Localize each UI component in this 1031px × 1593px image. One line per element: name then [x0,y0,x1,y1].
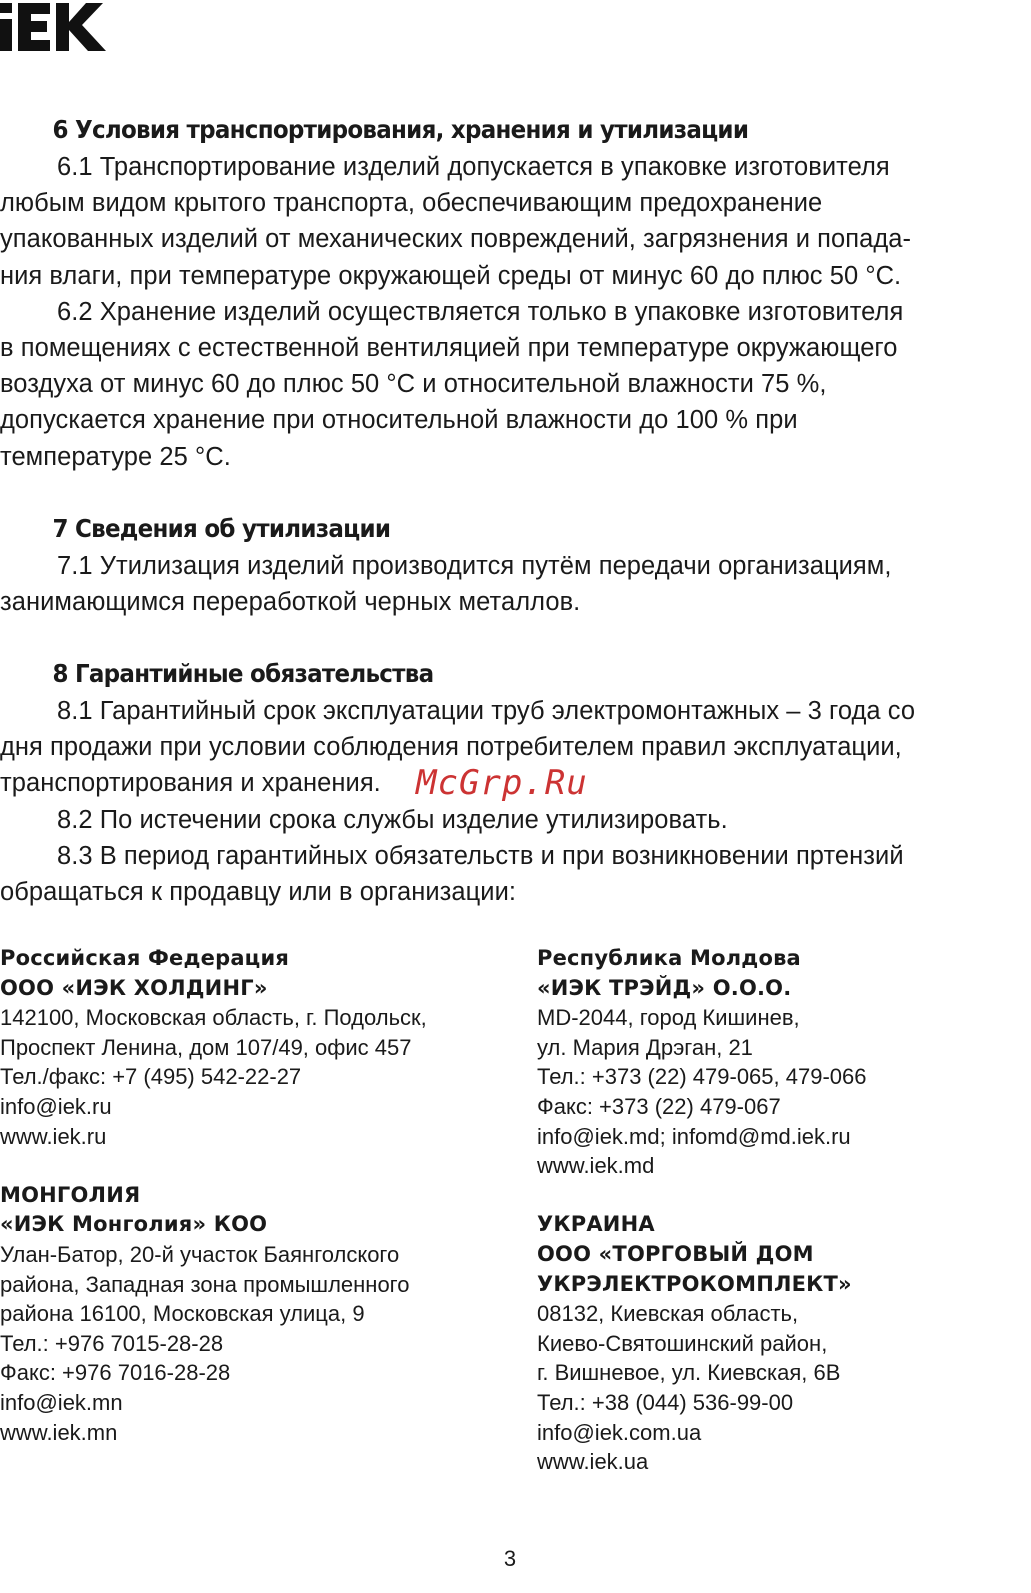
text-line: в помещениях с естественной вентиляцией при температуре окружающего [0,334,898,363]
contact-country: МОНГОЛИЯ [0,1182,141,1207]
paragraph-6-2 [0,294,1031,475]
contact-email-link[interactable]: info@iek.com.ua [537,1419,702,1445]
text-line: дня продажи при условии соблюдения потребителем правил эксплуатации, [0,733,902,762]
contacts-right-column [537,944,866,1477]
text-line: 7.1 Утилизация изделий производится путём передачи организациям, [57,552,892,580]
contact-phone: Тел.: +38 (044) 536-99-00 [537,1389,794,1415]
contact-phone: Тел.: +976 7015-28-28 [0,1330,224,1356]
contact-fax: Факс: +976 7016-28-28 [0,1360,231,1386]
contact-country: Российская Федерация [0,946,290,970]
watermark: McGrp.Ru [416,763,588,803]
contact-phone: Тел./факс: +7 (495) 542-22-27 [0,1064,302,1090]
contact-company: «ИЭК ТРЭЙД» О.О.О. [537,975,792,1000]
contact-phone: Тел.: +373 (22) 479-065, 479-066 [537,1064,867,1090]
contact-line: Киево-Святошинский район, [537,1330,828,1356]
contact-line: 142100, Московская область, г. Подольск, [0,1005,427,1031]
contact-company: ООО «ИЭК ХОЛДИНГ» [0,975,268,1000]
text-line: любым видом крытого транспорта, обеспечивающим предохранение [0,189,823,218]
contact-website-link[interactable]: www.iek.ru [0,1123,107,1149]
page-number: 3 [503,1546,517,1571]
contact-email-link[interactable]: info@iek.ru [0,1093,112,1119]
contact-fax: Факс: +373 (22) 479-067 [537,1093,781,1119]
text-line: воздуха от минус 60 до плюс 50 °С и относительной влажности 75 %, [0,370,827,399]
contact-country: УКРАИНА [537,1212,655,1237]
contact-website-link[interactable]: www.iek.ua [537,1449,649,1475]
contact-company: «ИЭК Монголия» КОО [0,1212,268,1237]
contact-company: УКРЭЛЕКТРОКОМПЛЕКТ» [537,1271,852,1296]
text-line: 8.1 Гарантийный срок эксплуатации труб электромонтажных – 3 года со [57,697,916,725]
text-line: 6.1 Транспортирование изделий допускается в упаковке изготовителя [57,153,890,181]
contact-line: ул. Мария Дрэган, 21 [537,1034,753,1060]
paragraph-7-1 [0,548,1031,620]
paragraph-8-2 [0,802,1031,838]
text-line: температуре 25 °С. [0,442,231,471]
contact-moldova [537,944,866,1181]
text-line: 8.3 В период гарантийных обязательств и при возникновении пртензий [57,841,904,870]
section-7 [0,510,1031,620]
contact-email-link[interactable]: info@iek.md; infomd@md.iek.ru [537,1123,851,1149]
text-line: допускается хранение при относительной влажности до 100 % при [0,406,798,435]
text-line: 6.2 Хранение изделий осуществляется только в упаковке изготовителя [57,297,904,326]
contact-line: Проспект Ленина, дом 107/49, офис 457 [0,1034,412,1060]
section-title: 8 Гарантийные обязательства [52,659,434,688]
contact-line: района, Западная зона промышленного [0,1271,410,1297]
contact-website-link[interactable]: www.iek.mn [0,1419,118,1445]
contact-mongolia [0,1181,427,1447]
contact-line: Улан-Батор, 20-й участок Баянголского [0,1241,400,1267]
text-line: занимающимся переработкой черных металлов. [0,588,581,617]
contact-website-link[interactable]: www.iek.md [537,1153,655,1179]
section-title: 6 Условия транспортирования, хранения и утилизации [52,115,749,144]
text-line: обращаться к продавцу или в организации: [0,878,517,907]
text-line: 8.2 По истечении срока службы изделие утилизировать. [57,805,728,834]
paragraph-8-3 [0,838,1031,910]
contact-line: MD-2044, город Кишинев, [537,1005,800,1031]
contact-email-link[interactable]: info@iek.mn [0,1389,123,1415]
text-line: ния влаги, при температуре окружающей среды от минус 60 до плюс 50 °С. [0,261,902,290]
paragraph-6-1 [0,149,1031,294]
contact-line: 08132, Киевская область, [537,1301,799,1327]
contact-ukraine [537,1210,866,1476]
contact-country: Республика Молдова [537,946,801,970]
contact-russia [0,944,427,1151]
text-line: упакованных изделий от механических повреждений, загрязнения и попада- [0,225,912,254]
contacts-left-column [0,944,427,1447]
contact-company: ООО «ТОРГОВЫЙ ДОМ [537,1241,814,1266]
contact-line: г. Вишневое, ул. Киевская, 6В [537,1360,841,1386]
section-6 [0,111,1031,475]
iek-logo [0,3,112,51]
text-line: транспортирования и хранения. [0,769,381,798]
section-title: 7 Сведения об утилизации [52,514,391,543]
contact-line: района 16100, Московская улица, 9 [0,1301,365,1327]
